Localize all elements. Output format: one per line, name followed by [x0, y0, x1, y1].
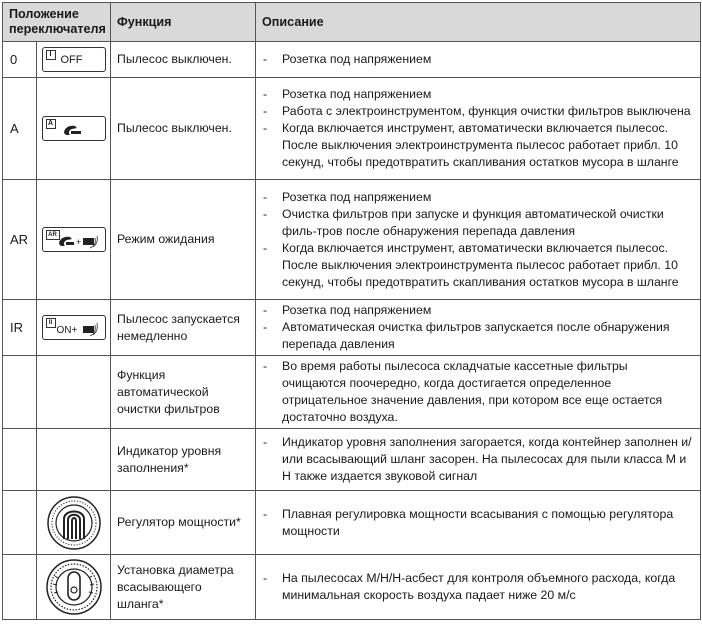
table-header-row	[3, 3, 701, 42]
description-item: - На пылесосах M/H/H-асбест для контроля объемного расхода, когда минимальная скорость воздуха падает ниже 20 м/с	[262, 570, 694, 604]
description-item: - Плавная регулировка мощности всасывания с помощью регулятора мощности	[262, 506, 694, 540]
description-item: - Работа с электроинструментом, функция очистки фильтров выключена	[262, 103, 694, 120]
function-cell: Регулятор мощности*	[111, 491, 256, 555]
function-cell: Функция автоматической очистки фильтров	[111, 356, 256, 429]
function-cell: Режим ожидания	[111, 180, 256, 300]
position-code: AR	[3, 180, 37, 300]
description-cell	[256, 491, 701, 555]
header-switch-position: Положение переключателя	[3, 3, 111, 42]
switch-position-table	[2, 2, 701, 620]
position-code: 0	[3, 42, 37, 78]
header-function: Функция	[111, 3, 256, 42]
switch-auto-clean-icon: AR +	[42, 227, 106, 252]
description-cell	[256, 42, 701, 78]
function-cell: Установка диаметра всасывающего шланга*	[111, 555, 256, 620]
description-cell	[256, 78, 701, 180]
description-item: - Когда включается инструмент, автоматически включается пылесос. После выключения электроинструмента пылесос работает прибл. 10 секунд, чтобы предотвратить скапливания остатков мусора в шланге	[262, 120, 694, 171]
position-code: A	[3, 78, 37, 180]
table-row	[3, 356, 701, 429]
table-row	[3, 78, 701, 180]
switch-on-clean-icon: II ON+	[42, 315, 106, 340]
power-regulator-knob-icon	[46, 495, 102, 551]
table-row	[3, 491, 701, 555]
table-row	[3, 429, 701, 491]
function-cell: Пылесос запускается немедленно	[111, 300, 256, 356]
description-item: - Автоматическая очистка фильтров запускается после обнаружения перепада давления	[262, 319, 694, 353]
position-code	[3, 555, 37, 620]
position-code: IR	[3, 300, 37, 356]
description-item: - Когда включается инструмент, автоматически включается пылесос. После выключения электроинструмента пылесос работает прибл. 10 секунд, чтобы предотвратить скапливания остатков мусора в шланге	[262, 240, 694, 291]
svg-text:+: +	[75, 237, 81, 247]
function-cell: Индикатор уровня заполнения*	[111, 429, 256, 491]
description-cell	[256, 555, 701, 620]
description-cell	[256, 300, 701, 356]
switch-auto-tool-icon: A	[42, 116, 106, 141]
switch-off-icon: I OFF	[42, 47, 106, 72]
position-code	[3, 429, 37, 491]
function-cell: Пылесос выключен.	[111, 42, 256, 78]
description-item: - Очистка фильтров при запуске и функция автоматической очистки филь-тров после обнаружения перепада давления	[262, 206, 694, 240]
description-cell	[256, 356, 701, 429]
table-row	[3, 42, 701, 78]
description-item: - Розетка под напряжением	[262, 189, 694, 206]
function-cell: Пылесос выключен.	[111, 78, 256, 180]
description-cell	[256, 429, 701, 491]
table-row	[3, 180, 701, 300]
position-code	[3, 356, 37, 429]
description-item: - Розетка под напряжением	[262, 302, 694, 319]
table-row	[3, 300, 701, 356]
header-description: Описание	[256, 3, 701, 42]
description-cell	[256, 180, 701, 300]
table-row	[3, 555, 701, 620]
position-code	[3, 491, 37, 555]
description-item: - Во время работы пылесоса складчатые кассетные фильтры очищаются поочередно, когда достигается определенное отрицательное значение давления, при котором все еще остается достаточно воздуха.	[262, 358, 694, 426]
description-item: - Розетка под напряжением	[262, 86, 694, 103]
description-item: - Розетка под напряжением	[262, 51, 694, 68]
hose-diameter-knob-icon	[45, 558, 103, 616]
description-item: - Индикатор уровня заполнения загорается, когда контейнер заполнен и/или всасывающий шланг засорен. На пылесосах для пыли класса M и H также издается звуковой сигнал	[262, 434, 694, 485]
